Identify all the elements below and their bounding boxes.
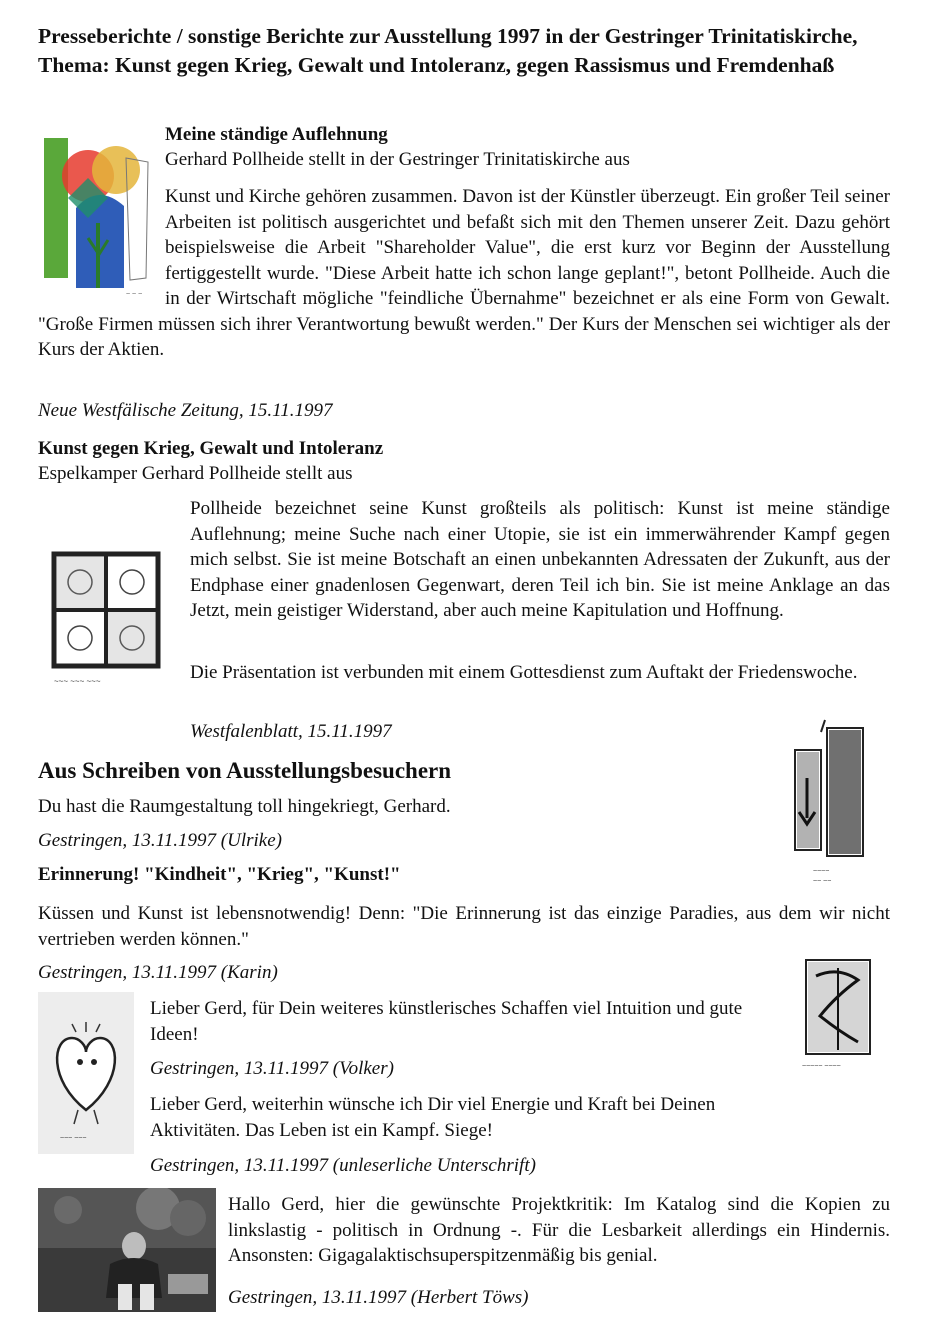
- svg-text:~~~ ~~~ ~~~: ~~~ ~~~ ~~~: [54, 677, 101, 686]
- article2-body1: Pollheide bezeichnet seine Kunst großteils als politisch: Kunst ist meine ständige Auflehnung; meine Suche nach einer Utopie, sie ist ein immerwährender Kampf gegen mich selbst. Sie ist meine Botschaft an einen unbekannten Adressaten der Zukunft, aus der Endphase einer gnadenlosen Gegenwart, deren Teil ich bin. Sie ist meine Anklage an das Jetzt, mein geistiger Widerstand, aber auch meine Kapitulation und Hoffnung.: [190, 498, 890, 621]
- svg-text:~~~~~ ~~~~: ~~~~~ ~~~~: [802, 1063, 841, 1070]
- article1-body: [38, 184, 890, 363]
- article2-headline: Kunst gegen Krieg, Gewalt und Intoleranz: [38, 438, 384, 459]
- article2-source: Westfalenblatt, 15.11.1997: [190, 721, 392, 742]
- article2-subline: Espelkamper Gerhard Pollheide stellt aus: [38, 463, 353, 484]
- visitor-entry-3-text: Lieber Gerd, für Dein weiteres künstlerisches Schaffen viel Intuition und gute Ideen!: [150, 998, 743, 1045]
- visitor-entry-4-signature: Gestringen, 13.11.1997 (unleserliche Unterschrift): [150, 1155, 536, 1176]
- svg-text:~ ~ ~: ~ ~ ~: [126, 291, 143, 298]
- window-drawing-image: [46, 548, 164, 688]
- visitor-entry-3-signature: Gestringen, 13.11.1997 (Volker): [150, 1058, 394, 1079]
- artist-photo-image: [38, 1188, 216, 1312]
- svg-text:~~~ ~~~: ~~~ ~~~: [60, 1135, 87, 1142]
- visitor-entry-4-text: Lieber Gerd, weiterhin wünsche ich Dir viel Energie und Kraft bei Deinen Aktivitäten. Das Leben ist ein Kampf. Siege!: [150, 1094, 716, 1141]
- heart-drawing-image: [38, 992, 134, 1154]
- visitor-entry-1-text: Du hast die Raumgestaltung toll hingekriegt, Gerhard.: [38, 796, 451, 817]
- article1-source: Neue Westfälische Zeitung, 15.11.1997: [38, 400, 333, 421]
- page-title: Presseberichte / sonstige Berichte zur Ausstellung 1997 in der Gestringer Trinitatiskirche, Thema: Kunst gegen Krieg, Gewalt und Intoleranz, gegen Rassismus und Fremdenhaß: [38, 24, 858, 77]
- figure-sketch-image: [796, 956, 884, 1072]
- article1-body-text: Kunst und Kirche gehören zusammen. Davon ist der Künstler überzeugt. Ein großer Teil seiner Arbeiten ist politisch ausgerichtet und befaßt sich mit den Themen unserer Zeit. Dazu gehört beispielsweise die Arbeit "Shareholder Value", die erst kurz vor Beginn der Ausstellung fertiggestellt wurde. "Diese Arbeit hatte ich schon lange geplant!", betont Pollheide. Auch die in der Wirtschaft mögliche "feindliche Übernahme" bezeichnet er als eine Form von Gewalt. "Große Firmen müssen sich ihrer Verantwortung bewußt werden." Der Kurs der Menschen sei wichtiger als der Kurs der Aktien.: [38, 186, 890, 360]
- buildings-drawing-image: [783, 718, 893, 890]
- article1-headline: Meine ständige Auflehnung: [165, 124, 388, 145]
- article2-body2: Die Präsentation ist verbunden mit einem Gottesdienst zum Auftakt der Friedenswoche.: [190, 662, 858, 683]
- visitor-entry-2-signature: Gestringen, 13.11.1997 (Karin): [38, 962, 278, 983]
- svg-text:~~~~: ~~~~: [813, 868, 830, 875]
- visitor-entry-2-heading: Erinnerung! "Kindheit", "Krieg", "Kunst!": [38, 864, 401, 885]
- svg-text:~~ ~~: ~~ ~~: [813, 878, 832, 885]
- article1-subline: Gerhard Pollheide stellt in der Gestringer Trinitatiskirche aus: [165, 149, 630, 170]
- visitor-entry-5-signature: Gestringen, 13.11.1997 (Herbert Töws): [228, 1287, 529, 1308]
- visitor-entry-5-text: Hallo Gerd, hier die gewünschte Projektkritik: Im Katalog sind die Kopien zu linkslastig - politisch in Ordnung -. Für die Lesbarkeit allerdings ein Hindernis. Ansonsten: Gigagalaktischsuperspitzenmäßig bis genial.: [228, 1194, 890, 1266]
- visitor-entry-2-text: Küssen und Kunst ist lebensnotwendig! Denn: "Die Erinnerung ist das einzige Paradies, aus dem wir nicht vertrieben werden können.": [38, 903, 890, 950]
- visitor-entry-1-signature: Gestringen, 13.11.1997 (Ulrike): [38, 830, 282, 851]
- visitors-heading: Aus Schreiben von Ausstellungsbesuchern: [38, 758, 452, 783]
